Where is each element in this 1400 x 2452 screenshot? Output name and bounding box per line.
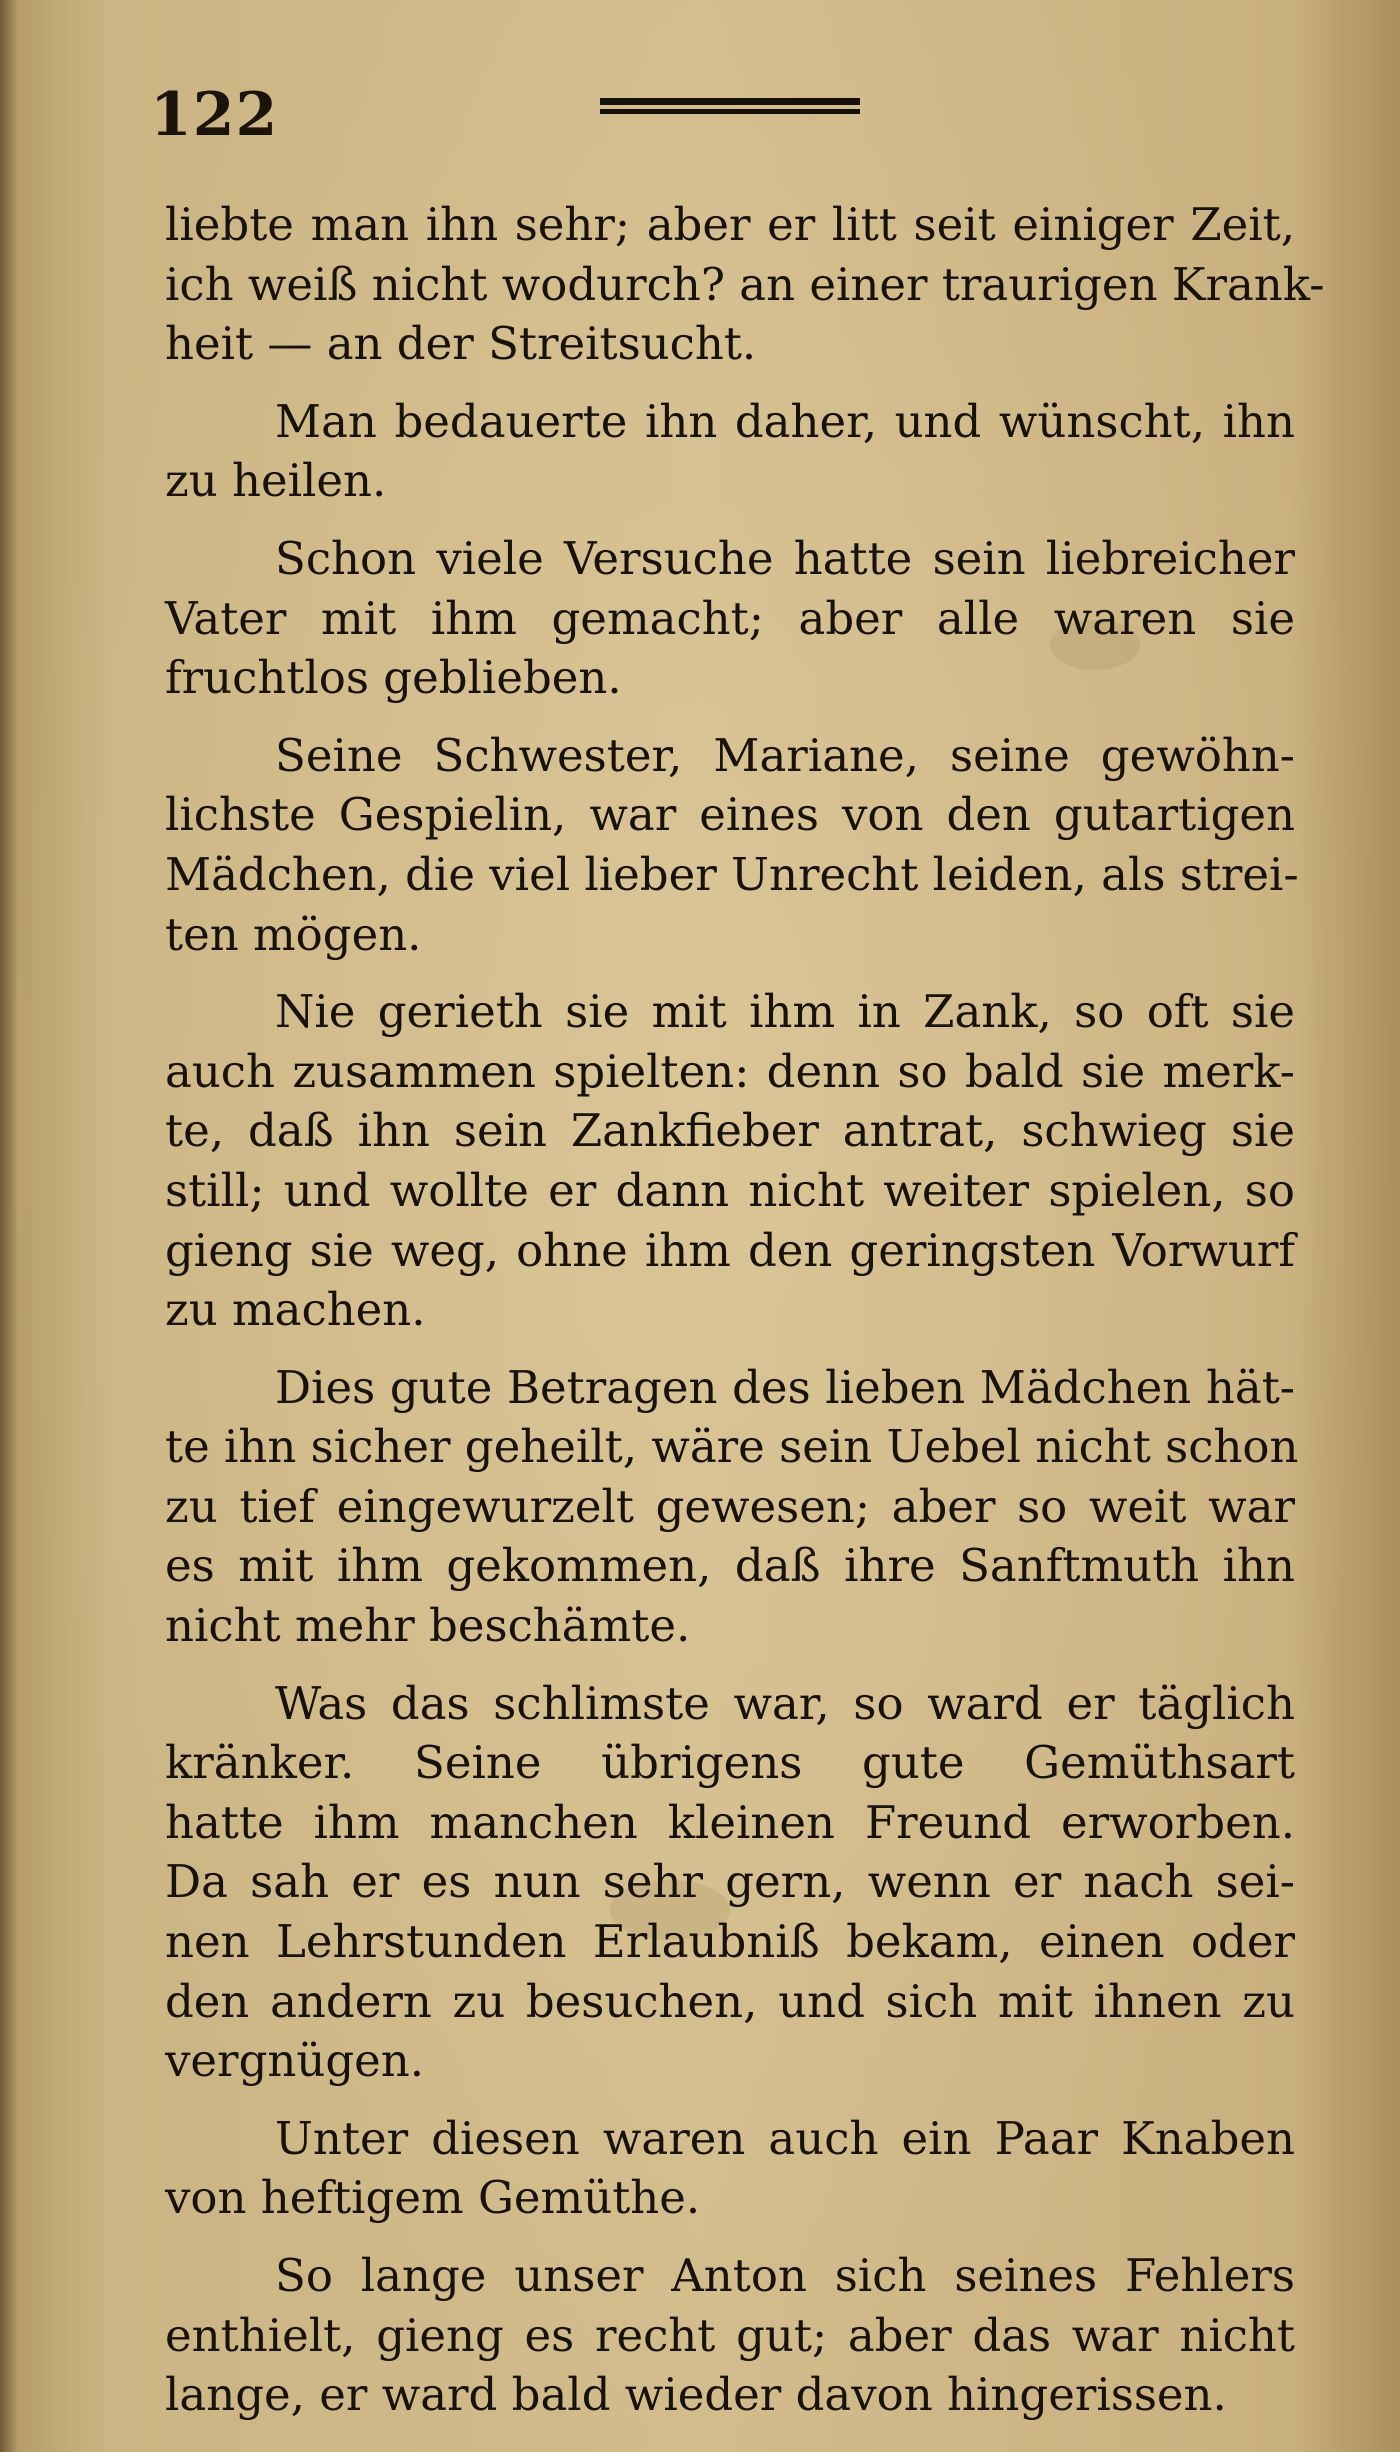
text-line: Dies gute Betragen des lieben Mädchen hät- [275, 1360, 1295, 1414]
page-header [150, 80, 1300, 160]
text-line: kränker. Seine übrigens gute Gemüthsart [165, 1736, 1295, 1790]
paragraph [165, 726, 1299, 964]
text-line: te, daß ihn sein Zankfieber antrat, schwieg sie [165, 1104, 1295, 1158]
text-line: So lange unser Anton sich seines Fehlers [275, 2249, 1295, 2302]
text-line: liebte man ihn sehr; aber er litt seit einiger Zeit, [165, 198, 1295, 251]
text-line: vergnügen. [165, 2034, 425, 2088]
text-line: zu tief eingewurzelt gewesen; aber so weit war [165, 1479, 1295, 1533]
text-line: ich weiß nicht wodurch? an einer traurigen Krank- [165, 257, 1325, 311]
text-line: es mit ihm gekommen, daß ihre Sanftmuth ihn [165, 1539, 1295, 1593]
paragraph [165, 2246, 1295, 2425]
text-line: Mädchen, die viel lieber Unrecht leiden, als strei- [165, 847, 1299, 901]
header-rule [600, 98, 860, 116]
text-line: Unter diesen waren auch ein Paar Knaben [275, 2111, 1295, 2165]
text-line: ten mögen. [165, 907, 422, 961]
page-edge-shadow [0, 0, 18, 2452]
paragraph [165, 392, 1295, 511]
text-line: auch zusammen spielten: denn so bald sie merk- [165, 1044, 1295, 1098]
text-line: zu machen. [165, 1283, 426, 1337]
page-number: 122 [150, 80, 279, 150]
text-line: Was das schlimste war, so ward er täglich [275, 1676, 1295, 1730]
text-line: te ihn sicher geheilt, wäre sein Uebel nicht schon [165, 1420, 1299, 1474]
text-line: enthielt, gieng es recht gut; aber das war nicht [165, 2308, 1295, 2362]
text-line: lichste Gespielin, war eines von den gutartigen [165, 788, 1295, 842]
paragraph [165, 195, 1325, 374]
text-line: fruchtlos geblieben. [165, 651, 622, 705]
paragraph [165, 2109, 1295, 2228]
paragraph [165, 529, 1295, 708]
paragraph [165, 1358, 1299, 1656]
text-line: Schon viele Versuche hatte sein liebreicher [275, 531, 1295, 585]
text-line: von heftigem Gemüthe. [165, 2171, 701, 2225]
text-line: still; und wollte er dann nicht weiter spielen, so [165, 1163, 1295, 1217]
body-text [165, 195, 1325, 2443]
text-line: Man bedauerte ihn daher, und wünscht, ihn [275, 394, 1295, 448]
paragraph [165, 1674, 1295, 2091]
text-line: nicht mehr beschämte. [165, 1599, 691, 1653]
text-line: lange, er ward bald wieder davon hingerissen. [165, 2368, 1227, 2422]
text-line: den andern zu besuchen, und sich mit ihnen zu [165, 1974, 1295, 2028]
text-line: heit — an der Streitsucht. [165, 317, 757, 371]
text-line: hatte ihm manchen kleinen Freund erworben. [165, 1795, 1295, 1849]
paragraph [165, 982, 1295, 1340]
text-line: nen Lehrstunden Erlaubniß bekam, einen oder [165, 1915, 1295, 1969]
text-line: zu heilen. [165, 454, 387, 508]
text-line: Vater mit ihm gemacht; aber alle waren sie [165, 591, 1295, 645]
text-line: Nie gerieth sie mit ihm in Zank, so oft sie [275, 985, 1295, 1039]
text-line: gieng sie weg, ohne ihm den geringsten Vorwurf [165, 1223, 1295, 1277]
text-line: Da sah er es nun sehr gern, wenn er nach sei- [165, 1855, 1295, 1909]
text-line: Seine Schwester, Mariane, seine gewöhn- [275, 728, 1295, 782]
